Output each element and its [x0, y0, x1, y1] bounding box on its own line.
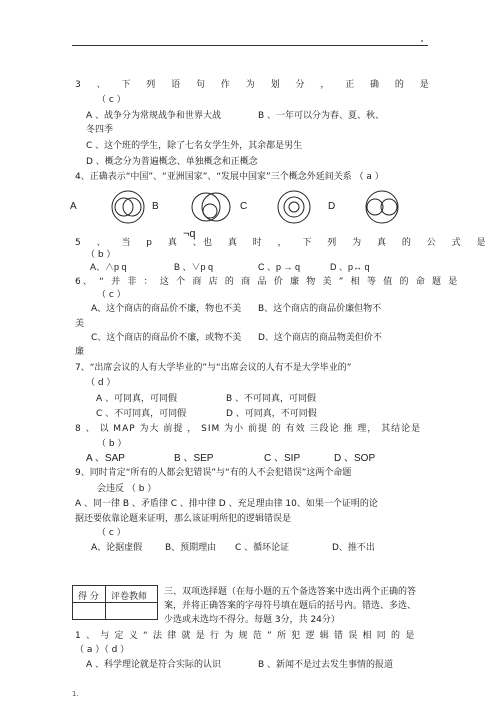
q4-label-d: D [328, 201, 336, 212]
section3-line2: 案，并将正确答案的字母符号填在题后的括号内。错选、多选、 [164, 601, 417, 611]
venn-diagram-a [104, 189, 152, 225]
score-table-col-divider [105, 586, 106, 619]
q5-option-c: C 、p → q [258, 262, 301, 272]
q10-answer: （ c ） [97, 528, 126, 538]
q4-label-c: C [240, 201, 248, 212]
venn-diagram-c [270, 189, 318, 225]
q10-option-c: C 、循环论证 [235, 543, 290, 553]
q6-answer: （ c ） [97, 290, 126, 300]
score-label: 得 分 [78, 592, 99, 602]
q10-stem-cont: 据还要依靠论题来证明，那么该证明所犯的逻辑错误是 [75, 514, 292, 524]
q9-options-line: A 、同一律 B 、矛盾律 C 、排中律 D 、充足理由律 10、如果一个证明的论 [75, 499, 378, 509]
q3-stem: 3 、 下 列 语 句 作 为 划 分 ， 正 确 的 是 [75, 80, 436, 90]
q5-option-a: A、∧p q [90, 262, 127, 272]
q5-option-d: D 、p↔ q [330, 262, 370, 272]
s3q1-answer: （ a ）（ d ） [75, 645, 130, 655]
venn-diagram-b [188, 189, 236, 225]
q10-option-d: D、推不出 [332, 543, 375, 553]
q8-option-c: C 、SIP [264, 453, 301, 464]
score-table [72, 585, 158, 620]
venn-diagram-d [358, 189, 406, 225]
q8-option-b: B 、SEP [174, 453, 214, 464]
q4-label-a: A [70, 201, 77, 212]
q6-option-b-cont: 美 [75, 319, 85, 329]
header-rule [72, 45, 428, 46]
q5-answer: （ b ） [86, 250, 116, 260]
page-footer: 1. [72, 690, 79, 698]
q4-label-b: B [152, 201, 159, 212]
q3-option-b-cont: 冬四季 [86, 125, 114, 135]
q3-option-b: B 、一年可以分为春、夏、秋、 [258, 111, 385, 121]
q7-option-a: A 、可同真，可同假 [96, 394, 178, 404]
q6-option-d-cont: 廉 [75, 347, 85, 357]
reviewer-label: 评卷教师 [111, 592, 148, 602]
q8-stem: 8 、 以 MAP 为大 前提 ， SIM 为小 前提 的 有效 三段论 推 理， 其结论是 [75, 424, 422, 434]
q5-option-b: B 、∨p q [174, 262, 214, 272]
q8-option-d: D 、SOP [334, 453, 376, 464]
q7-option-d: D 、可同真，不可同假 [226, 409, 317, 419]
q5-stem-b: 也 真 时 ， 下 列 为 真 的 公 式 是 [203, 238, 492, 248]
q6-option-b: B、这个商店的商品价廉但物不 [258, 304, 382, 314]
q7-option-c: C 、不可同真，可同假 [96, 409, 187, 419]
q5-neg-q: ¬q [183, 228, 196, 240]
q4-stem: 4、正确表示“中国”、“亚洲国家”、“发展中国家”三个概念外延间关系 （ a ） [75, 172, 384, 182]
s3q1-stem: 1 、 与 定 义 “ 法 律 就 是 行 为 规 范 ” 所 犯 逻 辑 错 误 相 同 的 是 [75, 631, 416, 641]
q6-stem: 6、 “ 并 非 ： 这 个 商 店 的 商 品 价 廉 物 美 ” 相 等 值 的 命 题 是 [75, 277, 460, 287]
q3-option-d: D 、概念分为普遍概念、单独概念和正概念 [86, 157, 258, 167]
s3q1-option-a: A 、科学理论就是符合实际的认识 [86, 660, 222, 670]
section3-line1: 三、双项选择题（在每小题的五个备选答案中选出两个正确的答 [164, 587, 417, 597]
section3-line3: 少选或未选均不得分。每题 3分，共 24分） [164, 615, 340, 625]
s3q1-option-b: B 、新闻不是过去发生事情的报道 [258, 660, 394, 670]
score-table-row-divider [73, 602, 157, 603]
q6-option-d: D、这个商店的商品物美但价不 [258, 333, 382, 343]
q7-answer: （ d ） [86, 378, 116, 388]
q10-option-b: B、预期理由 [165, 543, 217, 553]
q6-option-c: C、这个商店的商品价不廉，或物不美 [91, 333, 242, 343]
q8-answer: （ b ） [97, 439, 127, 449]
q7-stem: 7、“出席会议的人有大学毕业的”与“出席会议的人有不是大学毕业的” [75, 363, 352, 373]
q9-stem: 9、同时肯定“所有的人都会犯错误”与“有的人不会犯错误”这两个命题 [75, 468, 352, 478]
q5-stem-a: 5 、 当 p 真 、 [75, 238, 209, 248]
q3-option-c: C 、这个班的学生，除了七名女学生外，其余都是男生 [86, 141, 303, 151]
q9-stem-cont: 会违反 （ b ） [97, 484, 157, 494]
q3-option-a: A 、战争分为常规战争和世界大战 [86, 111, 222, 121]
corner-mark [421, 40, 423, 42]
q6-option-a: A、这个商店的商品价不廉，物也不美 [91, 304, 242, 314]
q3-answer: （ c ） [97, 95, 126, 105]
q7-option-b: B 、不可同真，可同假 [226, 394, 317, 404]
q8-option-a: A 、SAP [86, 453, 125, 464]
q10-option-a: A、论据虚假 [91, 543, 143, 553]
